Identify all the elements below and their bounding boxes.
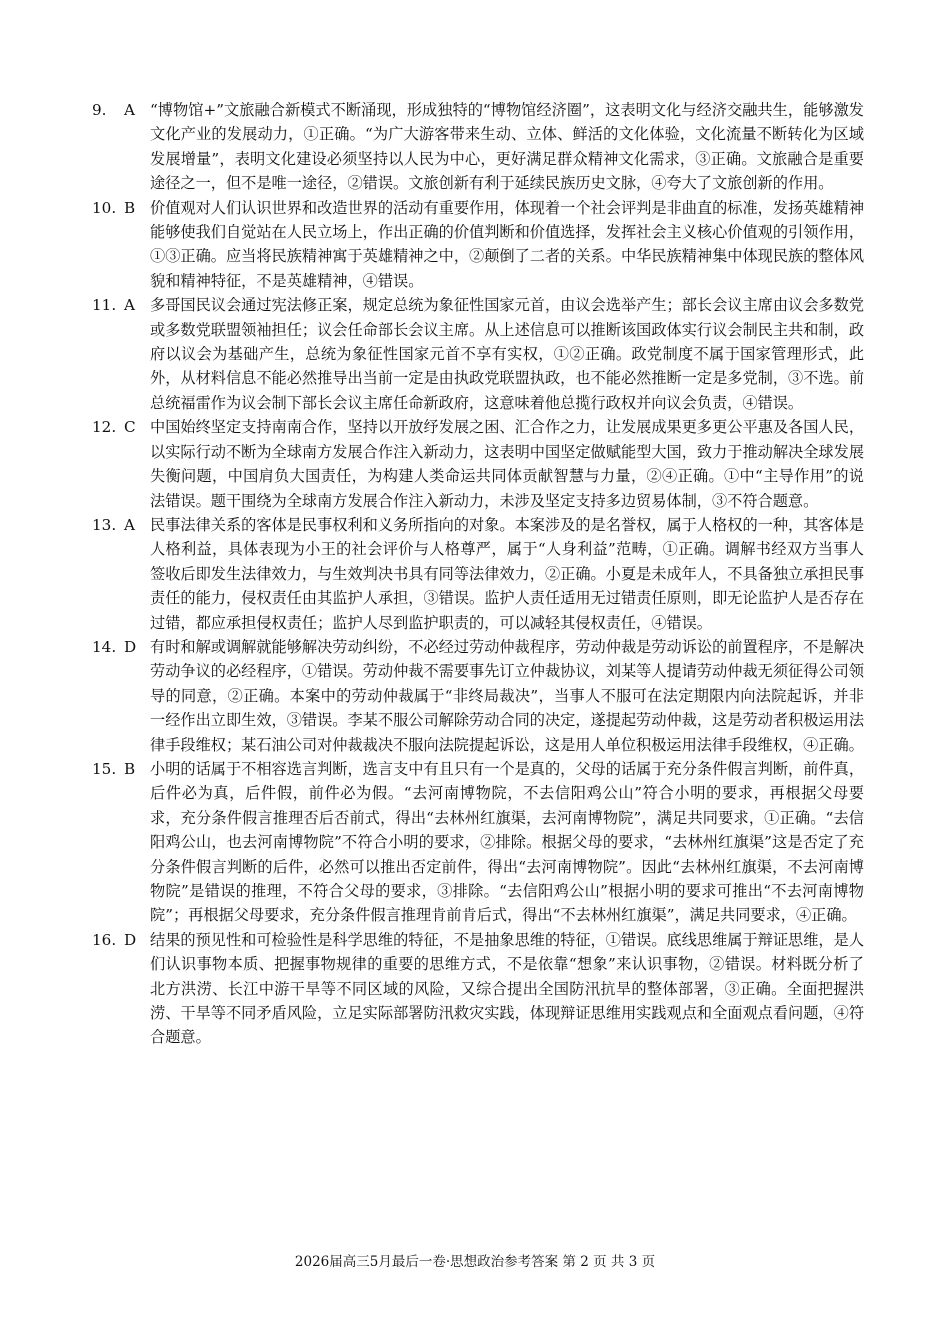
question-number: 14. <box>92 637 117 656</box>
explanation-text: 结果的预见性和可检验性是科学思维的特征，不是抽象思维的特征，①错误。底线思维属于辩证思维，是人们认识事物本质、把握事物规律的重要的思维方式，不是依靠“想象”来认识事物，②错误。材料既分析了北方洪涝、长江中游干旱等不同区域的风险，又综合提出全国防汛抗旱的整体部署，③正确。全面把握洪涝、干旱等不同矛盾风险，立足实际部署防汛救灾实践，体现辩证思维用实践观点和全面观点看问题，④符合题意。 <box>150 930 864 1047</box>
explanation-text: 有时和解或调解就能够解决劳动纠纷，不必经过劳动仲裁程序，劳动仲裁是劳动诉讼的前置程序，不是解决劳动争议的必经程序，①错误。劳动仲裁不需要事先订立仲裁协议，刘某等人提请劳动仲裁无须征得公司领导的同意，②正确。本案中的劳动仲裁属于“非终局裁决”，当事人不服可在法定期限内向法院起诉，并非一经作出立即生效，③错误。李某不服公司解除劳动合同的决定，遂提起劳动仲裁，这是劳动者积极运用法律手段维权；某石油公司对仲裁裁决不服向法院提起诉讼，这是用人单位积极运用法律手段维权，④正确。 <box>150 637 864 754</box>
answer-item-16 <box>92 928 864 1050</box>
explanation-text: 小明的话属于不相容选言判断，选言支中有且只有一个是真的，父母的话属于充分条件假言判断，前件真，后件必为真，后件假，前件必为假。“去河南博物院，不去信阳鸡公山”符合小明的要求，再根据父母要求，充分条件假言推理否后否前式，得出“去林州红旗渠，去河南博物院”，满足共同要求，①正确。“去信阳鸡公山，也去河南博物院”不符合小明的要求，②排除。根据父母的要求，“去林州红旗渠”这是否定了充分条件假言判断的后件，必然可以推出否定前件，得出“去河南博物院”。因此“去林州红旗渠，不去河南博物院”是错误的推理，不符合父母的要求，③排除。“去信阳鸡公山”根据小明的要求可推出“不去河南博物院”；再根据父母要求，充分条件假言推理肯前肯后式，得出“不去林州红旗渠”，满足共同要求，④正确。 <box>150 759 864 925</box>
answer-letter: A <box>124 296 135 315</box>
question-number: 10. <box>92 198 117 217</box>
answer-letter: A <box>124 101 135 119</box>
answer-letter: B <box>124 759 136 778</box>
question-number: 11. <box>92 296 117 315</box>
question-number: 16. <box>92 930 117 949</box>
question-number: 12. <box>92 418 117 437</box>
answer-item-15 <box>92 757 864 928</box>
answer-list <box>92 98 864 1050</box>
explanation-text: 民事法律关系的客体是民事权利和义务所指向的对象。本案涉及的是名誉权，属于人格权的一种，其客体是人格利益，具体表现为小王的社会评价与人格尊严，属于“人身利益”范畴，①正确。调解书经双方当事人签收后即发生法律效力，与生效判决书具有同等法律效力，②正确。小夏是未成年人，不具备独立承担民事责任的能力，侵权责任由其监护人承担，③错误。监护人责任适用无过错责任原则，即无论监护人是否存在过错，都应承担侵权责任；监护人尽到监护职责的，可以减轻其侵权责任，④错误。 <box>150 515 864 632</box>
answer-item-12 <box>92 415 864 513</box>
answer-letter: D <box>124 637 137 656</box>
answer-letter: A <box>124 515 135 534</box>
question-number: 13. <box>92 515 117 534</box>
answer-letter: B <box>124 198 136 217</box>
answer-item-13 <box>92 513 864 635</box>
explanation-text: “博物馆+”文旅融合新模式不断涌现，形成独特的“博物馆经济圈”，这表明文化与经济交融共生，能够激发文化产业的发展动力，①正确。“为广大游客带来生动、立体、鲜活的文化体验，文化流量不断转化为区域发展增量”，表明文化建设必须坚持以人民为中心，更好满足群众精神文化需求，③正确。文旅融合是重要途径之一，但不是唯一途径，②错误。文旅创新有利于延续民族历史文脉，④夸大了文旅创新的作用。 <box>150 101 864 193</box>
explanation-text: 价值观对人们认识世界和改造世界的活动有重要作用，体现着一个社会评判是非曲直的标准，发扬英雄精神能够使我们自觉站在人民立场上，作出正确的价值判断和价值选择，发挥社会主义核心价值观的引领作用，①③正确。应当将民族精神寓于英雄精神之中，②颠倒了二者的关系。中华民族精神集中体现民族的整体风貌和精神特征，不是英雄精神，④错误。 <box>150 198 864 290</box>
answer-item-11 <box>92 293 864 415</box>
answer-item-9 <box>92 98 864 196</box>
answer-item-14 <box>92 635 864 757</box>
question-number: 9. <box>92 101 107 119</box>
explanation-text: 多哥国民议会通过宪法修正案，规定总统为象征性国家元首，由议会选举产生；部长会议主席由议会多数党或多数党联盟领袖担任；议会任命部长会议主席。从上述信息可以推断该国政体实行议会制民主共和制，政府以议会为基础产生，总统为象征性国家元首不享有实权，①②正确。政党制度不属于国家管理形式，此外，从材料信息不能必然推导出当前一定是由执政党联盟执政，也不能必然推断一定是多党制，③不选。前总统福雷作为议会制下部长会议主席任命新政府，这意味着他总揽行政权并向议会负责，④错误。 <box>150 296 864 412</box>
page-footer: 2026届高三5月最后一卷·思想政治参考答案 第 2 页 共 3 页 <box>294 1254 656 1270</box>
answer-item-10 <box>92 196 864 294</box>
explanation-text: 中国始终坚定支持南南合作，坚持以开放纾发展之困、汇合作之力，让发展成果更多更公平惠及各国人民，以实际行动不断为全球南方发展合作注入新动力，这表明中国坚定做赋能型大国，致力于推动解决全球发展失衡问题，中国肩负大国责任，为构建人类命运共同体贡献智慧与力量，②④正确。①中“主导作用”的说法错误。题干围绕为全球南方发展合作注入新动力，未涉及坚定支持多边贸易体制，③不符合题意。 <box>150 418 864 510</box>
answer-letter: C <box>124 418 136 437</box>
question-number: 15. <box>92 759 117 778</box>
answer-letter: D <box>124 930 137 949</box>
